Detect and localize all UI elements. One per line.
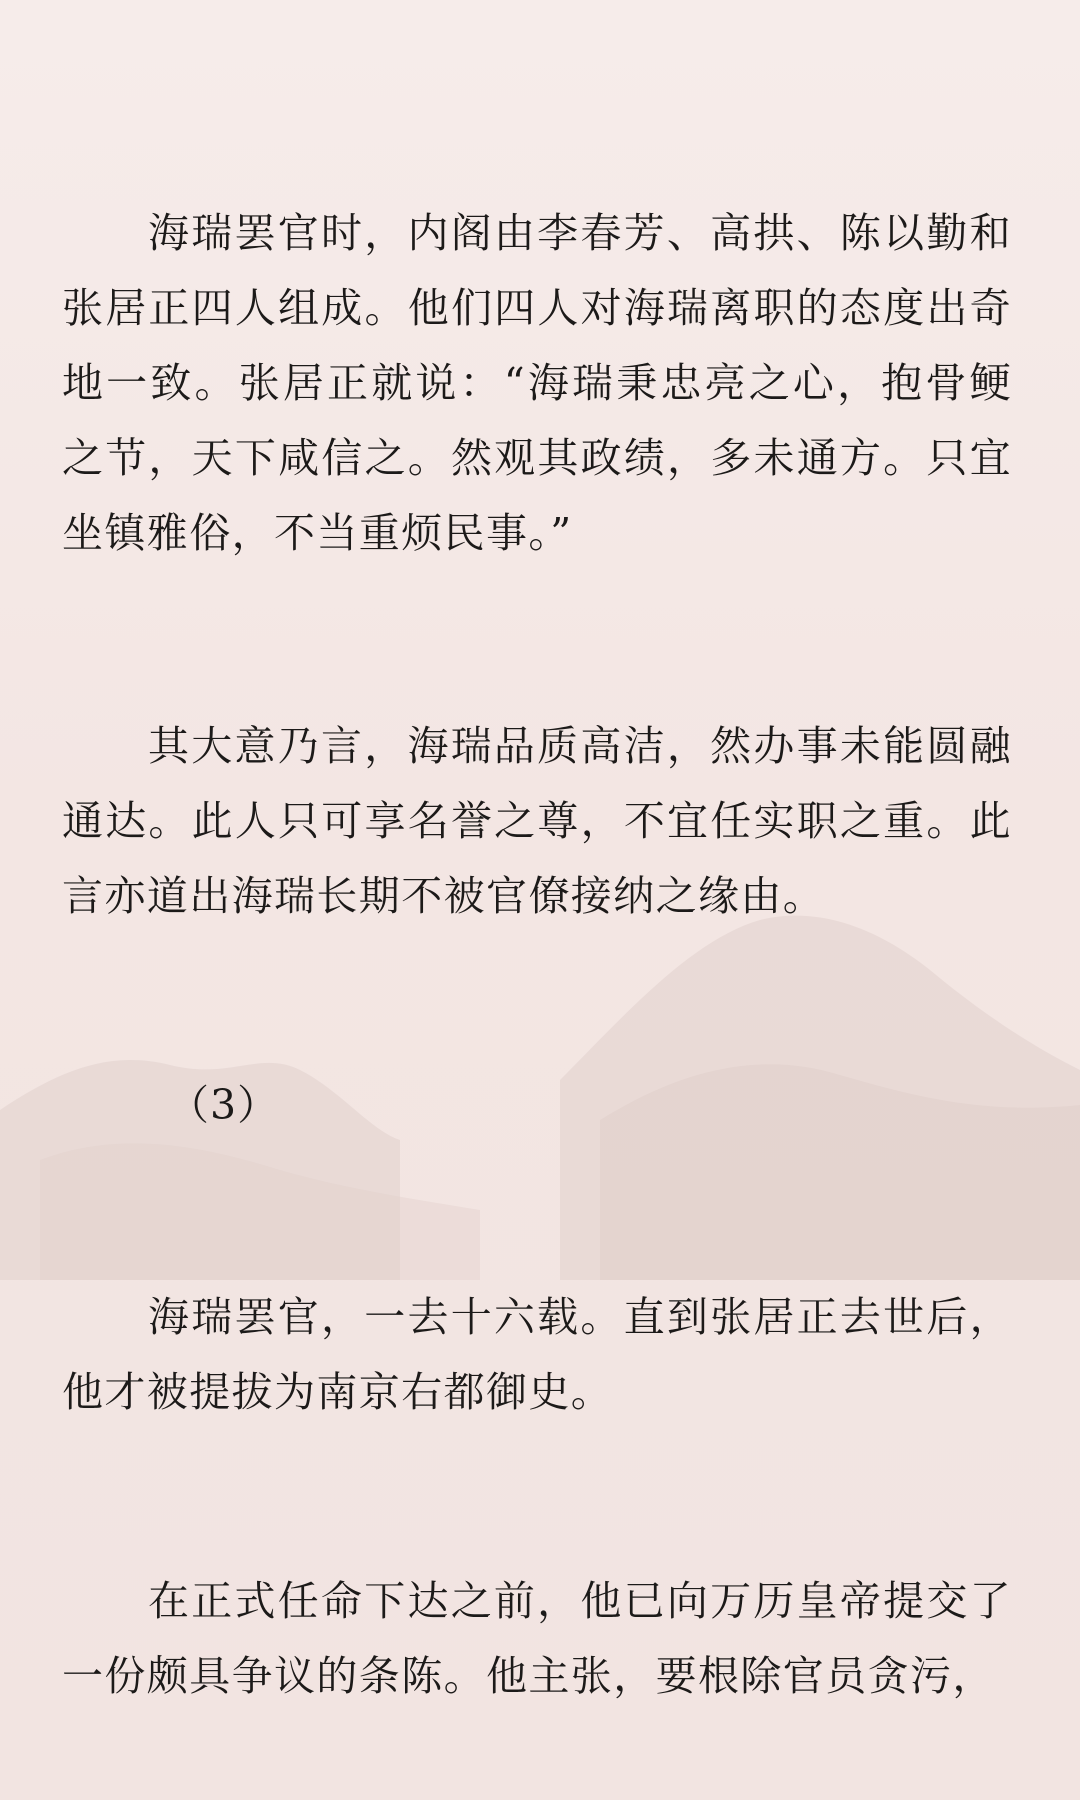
paragraph-4: 在正式任命下达之前，他已向万历皇帝提交了一份颇具争议的条陈。他主张，要根除官员贪污， [62, 1577, 1012, 1700]
paragraph-2: 其大意乃言，海瑞品质高洁，然办事未能圆融通达。此人只可享名誉之尊，不宜任实职之重。此言亦道出海瑞长期不被官僚接纳之缘由。 [62, 722, 1012, 920]
ink-mountain-background [0, 900, 1080, 1280]
paragraph-1: 海瑞罢官时，内阁由李春芳、高拱、陈以勤和张居正四人组成。他们四人对海瑞离职的态度出奇地一致。张居正就说：“海瑞秉忠亮之心，抱骨鲠之节，天下咸信之。然观其政绩，多未通方。只宜坐镇雅俗，不当重烦民事。” [62, 209, 1012, 557]
paragraph-3: 海瑞罢官，一去十六载。直到张居正去世后，他才被提拔为南京右都御史。 [62, 1293, 1012, 1416]
section-number: （3） [168, 1081, 280, 1129]
